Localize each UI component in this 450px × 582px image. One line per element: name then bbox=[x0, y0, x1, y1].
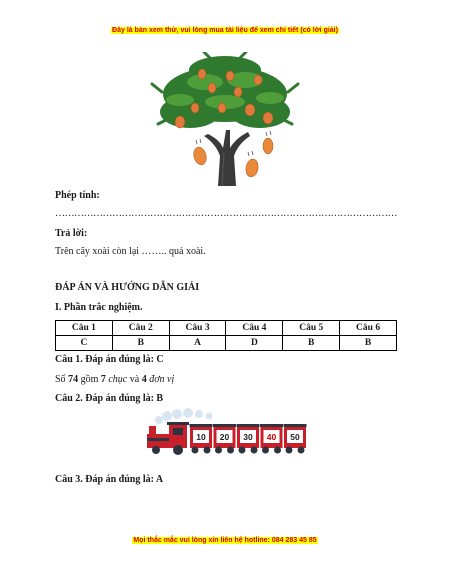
answer-label: Trả lời: bbox=[55, 228, 88, 239]
train-wagon bbox=[213, 424, 236, 454]
answer-table-cell: B bbox=[112, 336, 169, 351]
calculation-blank-line: ……………………………………………………………………………………………… bbox=[55, 208, 397, 219]
train-wagon-number: 30 bbox=[243, 432, 253, 442]
answer-table bbox=[55, 320, 397, 351]
answer-table-header: Câu 6 bbox=[340, 321, 397, 336]
mango-tree-illustration bbox=[150, 52, 300, 186]
section-title: ĐÁP ÁN VÀ HƯỚNG DẪN GIẢI bbox=[55, 282, 200, 293]
number-train-illustration bbox=[145, 408, 310, 458]
train-wagon-number: 40 bbox=[266, 432, 277, 442]
locomotive bbox=[147, 422, 189, 455]
answer-table-header: Câu 5 bbox=[283, 321, 340, 336]
question-3-answer: Câu 3. Đáp án đúng là: A bbox=[55, 474, 164, 485]
train-wagon-number: 50 bbox=[290, 432, 300, 442]
calculation-label: Phép tính: bbox=[55, 190, 100, 201]
q1-mid1: gồm bbox=[78, 374, 101, 385]
train-wagon bbox=[260, 424, 283, 454]
question-2-answer: Câu 2. Đáp án đúng là: B bbox=[55, 393, 164, 404]
q1-tens-word: chục bbox=[105, 374, 128, 385]
train-wagon bbox=[284, 424, 307, 454]
answer-table-cell: B bbox=[283, 336, 340, 351]
answer-table-cell: C bbox=[56, 336, 113, 351]
q1-ones-word: đơn vị bbox=[146, 374, 175, 385]
train-wagon-number: 10 bbox=[196, 432, 206, 442]
part-title: I. Phần trắc nghiệm. bbox=[55, 302, 143, 313]
train-wagon-number: 20 bbox=[219, 432, 230, 442]
answer-table-answer-row bbox=[56, 336, 397, 351]
preview-notice-text: Đây là bản xem thử, vui lòng mua tài liệu để xem chi tiết (có lời giải) bbox=[112, 27, 338, 34]
q1-number: 74 bbox=[68, 374, 79, 385]
contact-notice bbox=[0, 537, 450, 544]
answer-sentence: Trên cây xoài còn lại …….. quả xoài. bbox=[55, 246, 206, 257]
train-wagon bbox=[237, 424, 260, 454]
q1-tens: 7 bbox=[100, 374, 106, 385]
train-wagon bbox=[190, 424, 213, 454]
q1-ones: 4 bbox=[141, 374, 147, 385]
answer-table-header-row bbox=[56, 321, 397, 336]
answer-table-header: Câu 1 bbox=[56, 321, 113, 336]
answer-table-cell: A bbox=[169, 336, 226, 351]
preview-notice bbox=[0, 27, 450, 34]
q1-mid2: và bbox=[127, 374, 142, 385]
answer-table-header: Câu 4 bbox=[226, 321, 283, 336]
answer-table-cell: D bbox=[226, 336, 283, 351]
q1-prefix: Số bbox=[55, 374, 69, 385]
answer-table-header: Câu 2 bbox=[112, 321, 169, 336]
answer-table-cell: B bbox=[340, 336, 397, 351]
answer-table-header: Câu 3 bbox=[169, 321, 226, 336]
contact-notice-text: Mọi thắc mắc vui lòng xin liên hệ hotline: 084 283 45 85 bbox=[133, 537, 317, 544]
question-1-answer: Câu 1. Đáp án đúng là: C bbox=[55, 354, 164, 365]
question-1-explanation bbox=[55, 374, 174, 386]
